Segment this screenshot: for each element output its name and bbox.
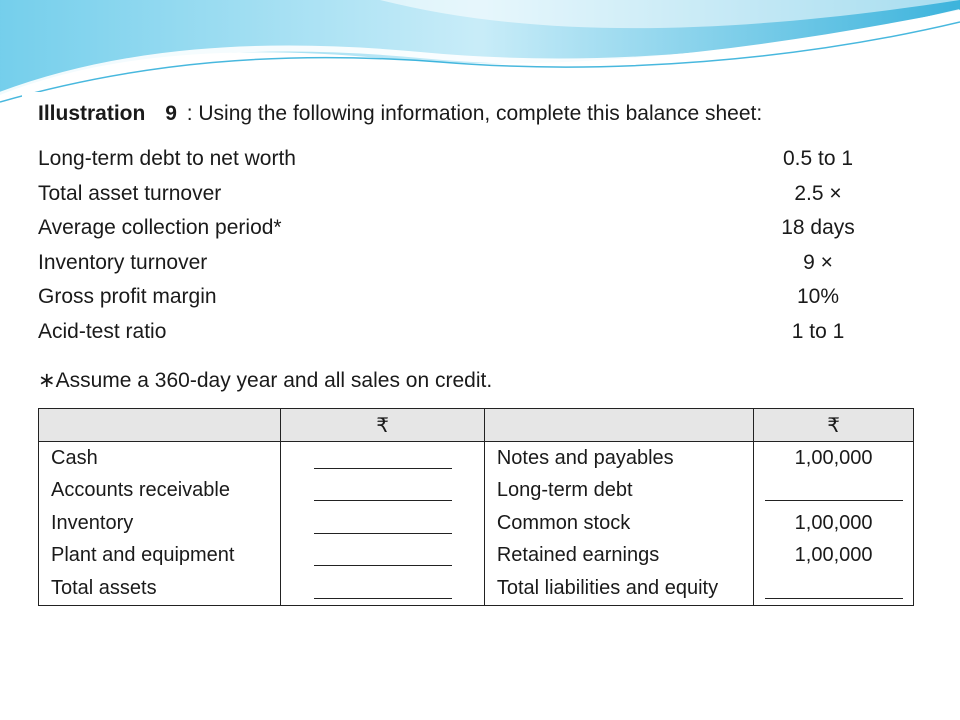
assumption-note: ∗Assume a 360-day year and all sales on credit. (38, 369, 493, 392)
header-blank-cell (39, 409, 281, 442)
asset-label: Inventory (39, 507, 281, 540)
asset-label: Cash (39, 442, 281, 475)
ratio-value: 1 to 1 (791, 319, 845, 343)
asset-value-blank (281, 572, 484, 605)
ratio-value: 9 × (803, 250, 833, 274)
rupee-header: ₹ (281, 409, 484, 442)
given-row (38, 282, 868, 317)
given-row (38, 317, 868, 352)
fill-in-blank (314, 578, 452, 599)
asset-value-blank (281, 540, 484, 573)
table-row (39, 507, 914, 540)
heading-label: Illustration (38, 102, 146, 125)
given-row (38, 144, 868, 179)
ratio-name: Acid-test ratio (38, 319, 167, 343)
table-header-row (39, 409, 914, 442)
liability-value-blank (754, 572, 914, 605)
ratio-value: 0.5 to 1 (782, 147, 854, 170)
fill-in-blank (314, 513, 452, 534)
heading-number: 9 (165, 102, 177, 125)
ratio-name: Inventory turnover (38, 250, 208, 274)
asset-label: Accounts receivable (39, 475, 281, 508)
fill-in-blank (765, 480, 903, 501)
liability-label: Common stock (484, 507, 753, 540)
liability-value: 1,00,000 (754, 540, 914, 573)
given-ratios-list (38, 144, 868, 352)
liability-label: Retained earnings (484, 540, 753, 573)
liability-label: Total liabilities and equity (484, 572, 753, 605)
header-blank-cell (484, 409, 753, 442)
asset-label: Plant and equipment (39, 540, 281, 573)
ratio-value: 10% (796, 285, 840, 309)
asset-value-blank (281, 475, 484, 508)
ratio-name: Total asset turnover (38, 181, 222, 205)
illustration-heading (38, 102, 762, 126)
given-row (38, 213, 868, 248)
liability-value-blank (754, 475, 914, 508)
illustration-document (22, 92, 936, 622)
balance-sheet-table (38, 408, 914, 606)
liability-label: Long-term debt (484, 475, 753, 508)
liability-label: Notes and payables (484, 442, 753, 475)
ratio-name: Long-term debt to net worth (38, 147, 296, 170)
fill-in-blank (765, 578, 903, 599)
asset-label: Total assets (39, 572, 281, 605)
given-row (38, 248, 868, 283)
rupee-header: ₹ (754, 409, 914, 442)
heading-text: : Using the following information, complete this balance sheet: (186, 102, 763, 125)
liability-value: 1,00,000 (754, 442, 914, 475)
table-row (39, 442, 914, 475)
ratio-value: 2.5 × (794, 181, 842, 205)
table-row (39, 572, 914, 605)
asset-value-blank (281, 442, 484, 475)
table-row (39, 540, 914, 573)
ratio-name: Gross profit margin (38, 285, 217, 309)
fill-in-blank (314, 545, 452, 566)
given-row (38, 179, 868, 214)
fill-in-blank (314, 448, 452, 469)
liability-value: 1,00,000 (754, 507, 914, 540)
fill-in-blank (314, 480, 452, 501)
table-row (39, 475, 914, 508)
ratio-value: 18 days (781, 216, 855, 240)
asset-value-blank (281, 507, 484, 540)
ratio-name: Average collection period* (38, 216, 282, 240)
